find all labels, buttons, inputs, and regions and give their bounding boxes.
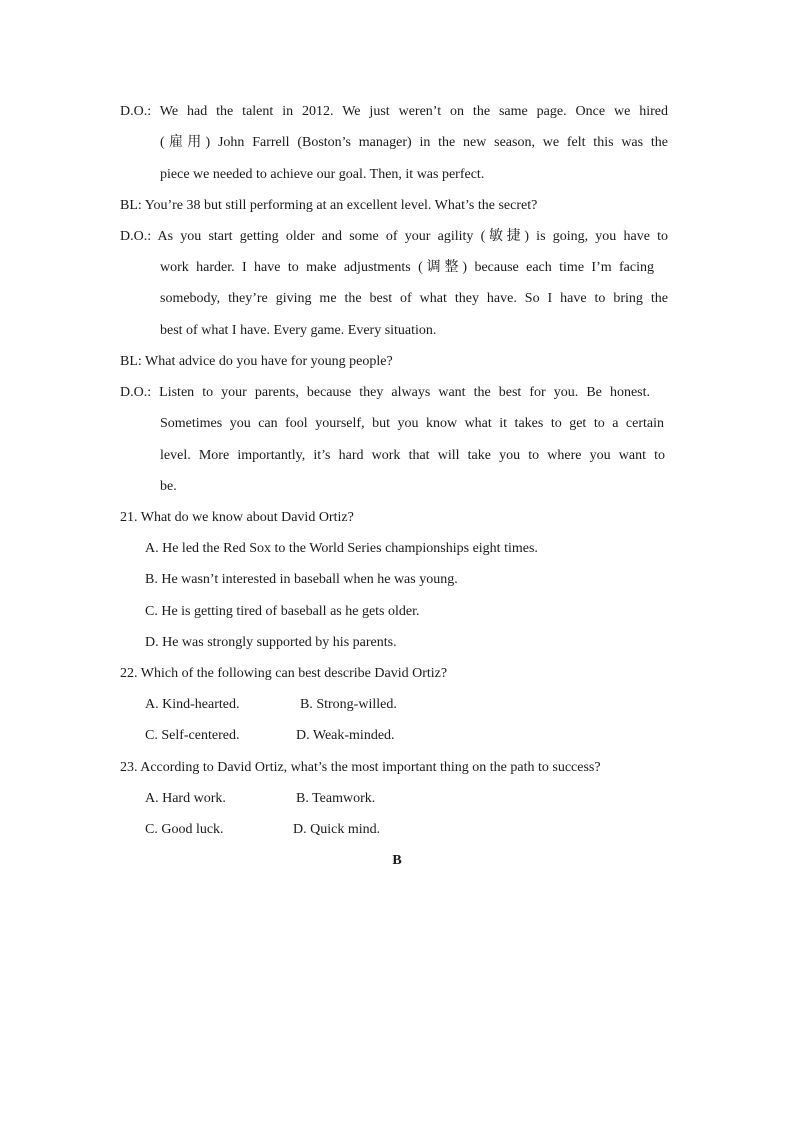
section-heading: B — [392, 853, 402, 868]
answer-option: D. Quick mind. — [293, 822, 381, 837]
answer-option: A. He led the Red Sox to the World Series championships eight times. — [145, 541, 538, 556]
answer-option: B. Teamwork. — [296, 791, 376, 806]
question-stem: 21. What do we know about David Ortiz? — [120, 510, 354, 525]
answer-option: A. Kind-hearted. — [145, 697, 240, 712]
answer-option: C. Self-centered. — [145, 728, 240, 743]
dialogue-line: Sometimes you can fool yourself, but you know what it takes to get to a certain — [160, 416, 664, 431]
answer-option: B. He wasn’t interested in baseball when he was young. — [145, 572, 458, 587]
question-stem: 23. According to David Ortiz, what’s the most important thing on the path to success? — [120, 760, 601, 775]
dialogue-line: level. More importantly, it’s hard work that will take you to where you want to — [160, 448, 665, 463]
dialogue-line: somebody, they’re giving me the best of what they have. So I have to bring the — [160, 291, 668, 306]
dialogue-line: best of what I have. Every game. Every situation. — [160, 323, 437, 338]
dialogue-line: be. — [160, 479, 177, 494]
answer-option: C. He is getting tired of baseball as he gets older. — [145, 604, 420, 619]
answer-option: D. Weak-minded. — [296, 728, 395, 743]
dialogue-line: work harder. I have to make adjustments (调整) because each time I’m facing — [160, 260, 654, 275]
dialogue-line: D.O.: Listen to your parents, because they always want the best for you. Be honest. — [120, 385, 650, 400]
answer-option: D. He was strongly supported by his parents. — [145, 635, 397, 650]
answer-option: B. Strong-willed. — [300, 697, 397, 712]
dialogue-line: BL: What advice do you have for young people? — [120, 354, 393, 369]
dialogue-line: BL: You’re 38 but still performing at an excellent level. What’s the secret? — [120, 198, 538, 213]
answer-option: C. Good luck. — [145, 822, 224, 837]
dialogue-line: (雇用) John Farrell (Boston’s manager) in the new season, we felt this was the — [160, 135, 668, 150]
dialogue-line: D.O.: As you start getting older and some of your agility (敏捷) is going, you have to — [120, 229, 668, 244]
dialogue-line: D.O.: We had the talent in 2012. We just weren’t on the same page. Once we hired — [120, 104, 668, 119]
dialogue-line: piece we needed to achieve our goal. Then, it was perfect. — [160, 167, 485, 182]
answer-option: A. Hard work. — [145, 791, 226, 806]
question-stem: 22. Which of the following can best describe David Ortiz? — [120, 666, 448, 681]
